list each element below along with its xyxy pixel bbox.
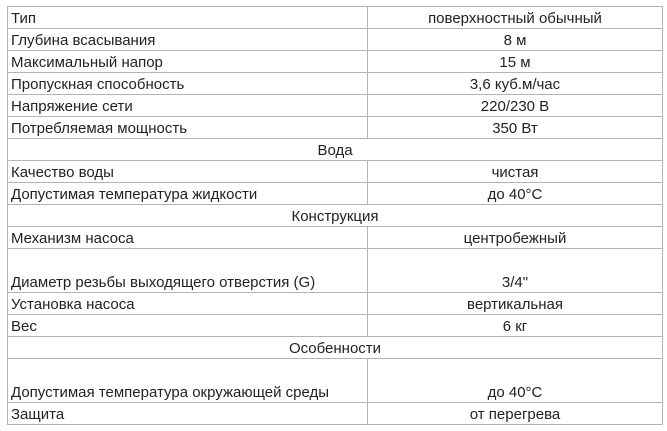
spec-value: до 40°C	[368, 183, 663, 205]
spec-value: центробежный	[368, 227, 663, 249]
section-title-water: Вода	[8, 139, 663, 161]
spec-value: поверхностный обычный	[368, 7, 663, 29]
table-row	[8, 95, 663, 117]
spec-label: Вес	[8, 315, 368, 337]
specs-table	[7, 6, 663, 425]
table-row	[8, 73, 663, 95]
table-row	[8, 293, 663, 315]
spec-value: 3/4"	[368, 249, 663, 293]
spec-label: Напряжение сети	[8, 95, 368, 117]
spec-label: Диаметр резьбы выходящего отверстия (G)	[8, 249, 368, 293]
spec-value: 3,6 куб.м/час	[368, 73, 663, 95]
spec-value: вертикальная	[368, 293, 663, 315]
spec-label: Качество воды	[8, 161, 368, 183]
section-title-construction: Конструкция	[8, 205, 663, 227]
section-header-row	[8, 337, 663, 359]
table-row	[8, 315, 663, 337]
spec-label: Допустимая температура жидкости	[8, 183, 368, 205]
table-row	[8, 227, 663, 249]
table-row	[8, 359, 663, 403]
table-row	[8, 117, 663, 139]
spec-label: Глубина всасывания	[8, 29, 368, 51]
spec-value: 350 Вт	[368, 117, 663, 139]
spec-label: Максимальный напор	[8, 51, 368, 73]
spec-value: 15 м	[368, 51, 663, 73]
spec-label: Тип	[8, 7, 368, 29]
spec-value: 6 кг	[368, 315, 663, 337]
table-row	[8, 29, 663, 51]
spec-value: 220/230 В	[368, 95, 663, 117]
section-title-features: Особенности	[8, 337, 663, 359]
spec-value: чистая	[368, 161, 663, 183]
spec-label: Механизм насоса	[8, 227, 368, 249]
table-row	[8, 249, 663, 293]
section-header-row	[8, 139, 663, 161]
spec-label: Пропускная способность	[8, 73, 368, 95]
table-row	[8, 51, 663, 73]
table-row	[8, 403, 663, 425]
table-row	[8, 7, 663, 29]
spec-label: Защита	[8, 403, 368, 425]
spec-label: Установка насоса	[8, 293, 368, 315]
spec-label: Потребляемая мощность	[8, 117, 368, 139]
table-row	[8, 161, 663, 183]
spec-value: 8 м	[368, 29, 663, 51]
spec-value: до 40°C	[368, 359, 663, 403]
section-header-row	[8, 205, 663, 227]
spec-value: от перегрева	[368, 403, 663, 425]
spec-label: Допустимая температура окружающей среды	[8, 359, 368, 403]
table-row	[8, 183, 663, 205]
